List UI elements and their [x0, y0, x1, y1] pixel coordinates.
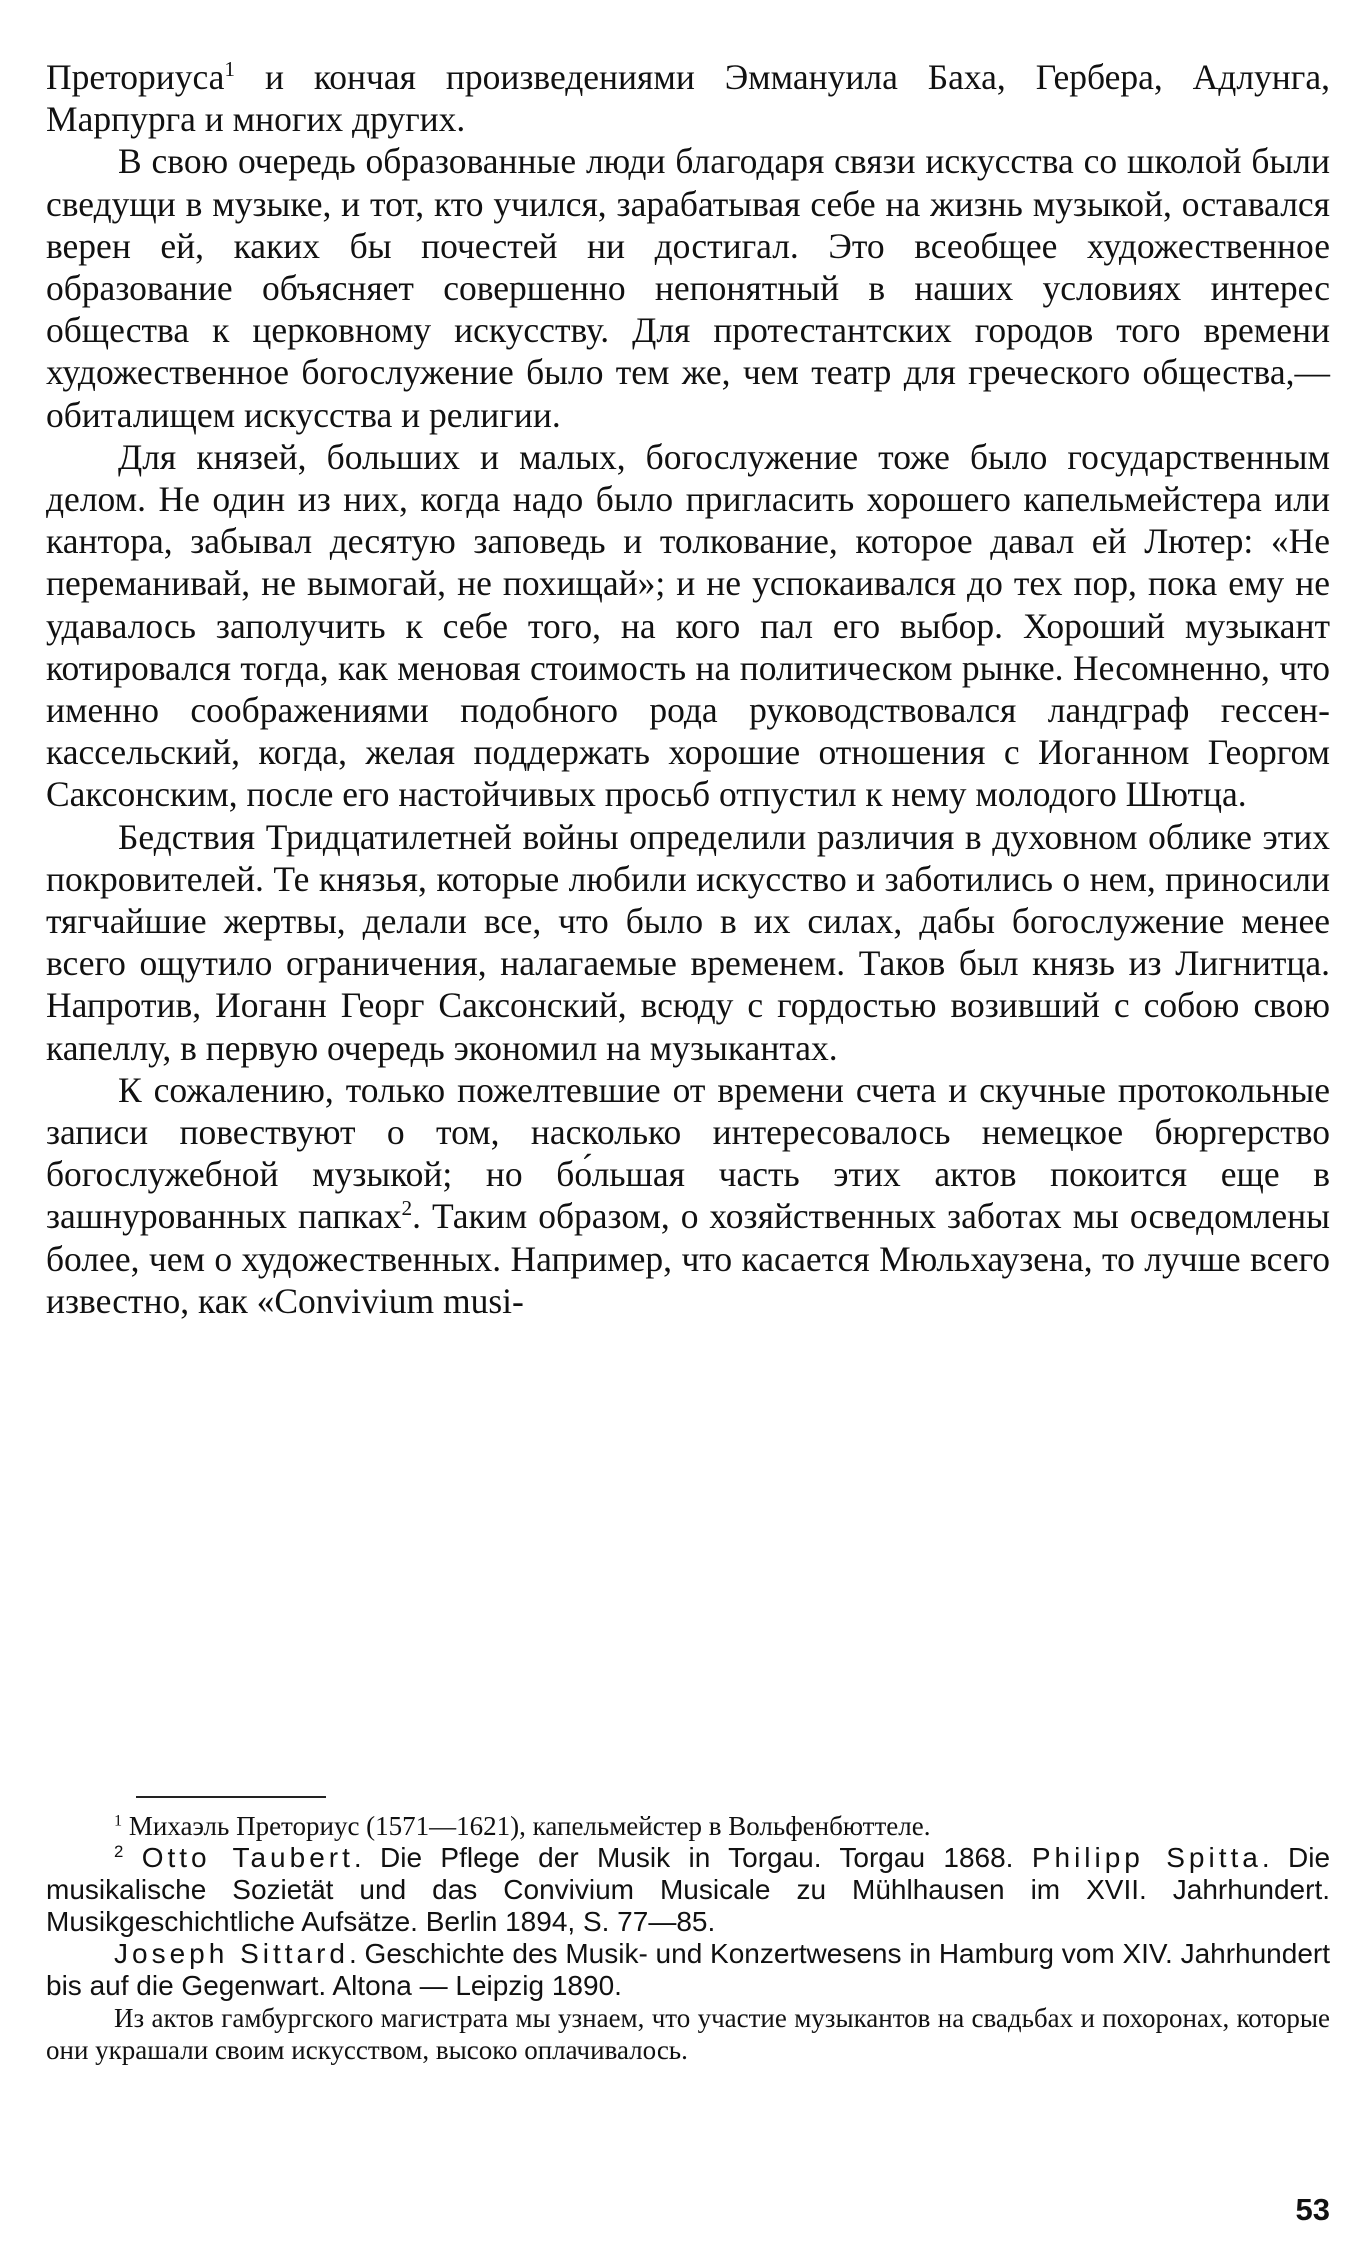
paragraph: В свою очередь образованные люди благодаря связи искусства со школой были сведущи в музыке, и тот, кто учился, зарабатывая себе на жизнь музыкой, оставался верен ей, каких бы почестей ни достигал. Это всеобщее художественное образование объясняет совершенно непонятный в наших условиях интерес общества к церковному искусству. Для протестантских городов того времени художественное богослужение было тем же, чем театр для греческого общества,— обиталищем искусства и религии.	[46, 141, 1330, 435]
footnote-1	[46, 1810, 1330, 1842]
footnote-mark: 2	[401, 1196, 413, 1221]
paragraph-text: К сожалению, только пожелтевшие от времени счета и скучные протокольные записи повествуют о том, насколько интересовалось немецкое бюргерство богослужебной музыкой; но бо́льшая часть этих актов покоится еще в зашнурованных папках	[46, 1069, 1330, 1237]
footnote-mark: 1	[224, 57, 236, 82]
citation-text: . Die musikalische Sozietät und das Convivium Musicale zu Mühlhausen im XVII. Jahrhundert. Musikgeschichtliche Aufsätze. Berlin 1894, S. 77—85.	[46, 1842, 1331, 1937]
footnotes	[46, 1810, 1330, 2066]
page-number: 53	[1295, 2192, 1330, 2227]
author-name: Otto Taubert	[141, 1842, 354, 1873]
citation-text: . Geschichte des Musik- und Konzertwesens in Hamburg vom XIV. Jahrhundert bis auf die Gegenwart. Altona — Leipzig 1890.	[46, 1938, 1330, 2001]
citation-text: . Die Pflege der Musik in Torgau. Torgau 1868.	[353, 1842, 1014, 1873]
paragraph: Бедствия Тридцатилетней войны определили различия в духовном облике этих покровителей. Те князья, которые любили искусство и заботились о нем, приносили тягчайшие жертвы, делали все, что было в их силах, дабы богослужение менее всего ощутило ограничения, налагаемые временем. Таков был князь из Лигнитца. Напротив, Иоганн Георг Саксонский, всюду с гордостью возивший с собою свою капеллу, в первую очередь экономил на музыкантах.	[46, 816, 1330, 1068]
footnote-2-sittard	[46, 1938, 1330, 2002]
author-name: Philipp Spitta	[1031, 1842, 1262, 1873]
paragraph-text: . Таким образом, о хозяйственных заботах мы осведомлены более, чем о художественных. Например, что касается Мюльхаузена, то лучше всего известно, как «Convivium musi-	[46, 1196, 1331, 1321]
footnote-divider	[136, 1796, 326, 1798]
paragraph	[46, 1069, 1330, 1322]
footnote-text: Михаэль Преториус (1571—1621), капельмейстер в Вольфенбюттеле.	[128, 1811, 931, 1841]
main-text	[46, 56, 1330, 1322]
paragraph-text: и кончая произведениями Эммануила Баха, Гербера, Адлунга, Марпурга и многих других.	[46, 57, 1330, 140]
paragraph-continuation	[46, 56, 1330, 140]
paragraph: Для князей, больших и малых, богослужение тоже было государственным делом. Не один из них, когда надо было пригласить хорошего капельмейстера или кантора, забывал десятую заповедь и толкование, которое давал ей Лютер: «Не переманивай, не вымогай, не похищай»; и не успокаивался до тех пор, пока ему не удавалось заполучить к себе того, на кого пал его выбор. Хороший музыкант котировался тогда, как меновая стоимость на политическом рынке. Несомненно, что именно соображениями подобного рода руководствовался ландграф гессен-кассельский, когда, желая поддержать хорошие отношения с Иоганном Георгом Саксонским, после его настойчивых просьб отпустил к нему молодого Шютца.	[46, 436, 1330, 815]
footnote-number: 2	[114, 1841, 124, 1861]
footnote-number: 1	[114, 1811, 123, 1830]
footnote-2-note: Из актов гамбургского магистрата мы узнаем, что участие музыкантов на свадьбах и похоронах, которые они украшали своим искусством, высоко оплачивалось.	[46, 2003, 1330, 2065]
author-name: Joseph Sittard	[114, 1938, 349, 1969]
paragraph-text: Преториуса	[46, 57, 225, 97]
footnote-2-taubert	[46, 1842, 1330, 1938]
